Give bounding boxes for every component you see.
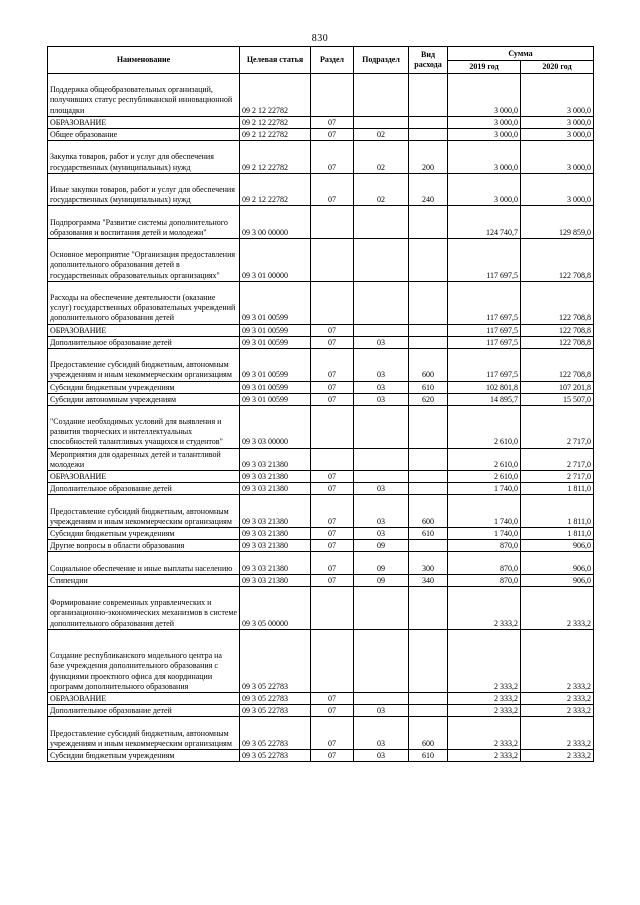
row-section: 07: [311, 705, 354, 717]
row-subsection: 09: [354, 540, 409, 552]
table-row: [48, 574, 594, 586]
row-amount-2020: 1 811,0: [521, 483, 594, 495]
table-row: [48, 206, 594, 239]
row-section: [311, 238, 354, 281]
header-2019: 2019 год: [448, 61, 521, 74]
row-expense-type: [409, 324, 448, 336]
header-target: Целевая статья: [240, 47, 311, 74]
row-target: 09 3 03 21380: [240, 448, 311, 470]
row-section: [311, 587, 354, 630]
row-subsection: [354, 587, 409, 630]
table-row: [48, 381, 594, 393]
row-name: Общее образование: [48, 128, 240, 140]
row-target: 09 3 00 00000: [240, 206, 311, 239]
row-amount-2020: 3 000,0: [521, 141, 594, 174]
row-name: ОБРАЗОВАНИЕ: [48, 471, 240, 483]
row-name: Предоставление субсидий бюджетным, автономным учреждениям и иным некоммерческим организациям: [48, 717, 240, 750]
row-subsection: 03: [354, 393, 409, 405]
table-row: [48, 116, 594, 128]
row-amount-2019: 870,0: [448, 552, 521, 574]
row-amount-2019: 2 610,0: [448, 448, 521, 470]
row-name: Субсидии бюджетным учреждениям: [48, 749, 240, 761]
row-subsection: 03: [354, 348, 409, 381]
row-name: Дополнительное образование детей: [48, 705, 240, 717]
row-subsection: [354, 206, 409, 239]
row-amount-2019: 2 333,2: [448, 629, 521, 692]
row-subsection: [354, 281, 409, 324]
row-target: 09 3 03 21380: [240, 574, 311, 586]
row-target: 09 3 03 00000: [240, 405, 311, 448]
row-name: Социальное обеспечение и иные выплаты населению: [48, 552, 240, 574]
row-subsection: 09: [354, 552, 409, 574]
row-amount-2019: 2 333,2: [448, 692, 521, 704]
row-name: "Создание необходимых условий для выявления и развития творческих и интеллектуальных способностей талантливых учащихся и студентов": [48, 405, 240, 448]
row-name: Дополнительное образование детей: [48, 483, 240, 495]
row-section: 07: [311, 381, 354, 393]
row-subsection: 02: [354, 141, 409, 174]
row-section: 07: [311, 749, 354, 761]
row-amount-2019: 117 697,5: [448, 348, 521, 381]
table-row: [48, 528, 594, 540]
row-target: 09 3 05 22783: [240, 692, 311, 704]
row-amount-2020: 2 333,2: [521, 629, 594, 692]
row-amount-2019: 117 697,5: [448, 238, 521, 281]
row-expense-type: [409, 128, 448, 140]
table-row: [48, 705, 594, 717]
row-name: Стипендии: [48, 574, 240, 586]
row-subsection: 03: [354, 381, 409, 393]
row-subsection: [354, 74, 409, 117]
table-row: [48, 141, 594, 174]
row-expense-type: 600: [409, 717, 448, 750]
row-expense-type: [409, 405, 448, 448]
row-amount-2020: 122 708,8: [521, 336, 594, 348]
row-amount-2020: 2 717,0: [521, 471, 594, 483]
row-amount-2019: 1 740,0: [448, 483, 521, 495]
row-amount-2020: 906,0: [521, 540, 594, 552]
row-name: Другие вопросы в области образования: [48, 540, 240, 552]
row-amount-2020: 2 333,2: [521, 587, 594, 630]
header-section: Раздел: [311, 47, 354, 74]
table-row: [48, 552, 594, 574]
row-section: 07: [311, 717, 354, 750]
row-expense-type: [409, 448, 448, 470]
row-section: 07: [311, 116, 354, 128]
row-section: 07: [311, 552, 354, 574]
row-section: 07: [311, 141, 354, 174]
row-amount-2020: 3 000,0: [521, 173, 594, 206]
table-row: [48, 336, 594, 348]
row-target: 09 3 05 22783: [240, 717, 311, 750]
row-target: 09 3 03 21380: [240, 540, 311, 552]
row-section: [311, 206, 354, 239]
row-section: 07: [311, 692, 354, 704]
row-expense-type: 620: [409, 393, 448, 405]
row-amount-2019: 117 697,5: [448, 324, 521, 336]
row-target: 09 3 01 00599: [240, 393, 311, 405]
row-amount-2019: 1 740,0: [448, 495, 521, 528]
row-expense-type: [409, 483, 448, 495]
row-section: 07: [311, 128, 354, 140]
row-subsection: [354, 692, 409, 704]
row-amount-2019: 2 610,0: [448, 405, 521, 448]
row-target: 09 3 01 00599: [240, 336, 311, 348]
row-subsection: [354, 238, 409, 281]
row-name: Поддержка общеобразовательных организаций, получивших статус республиканской инновационной площадки: [48, 74, 240, 117]
row-subsection: 02: [354, 128, 409, 140]
row-amount-2019: 3 000,0: [448, 128, 521, 140]
row-section: 07: [311, 393, 354, 405]
row-amount-2020: 122 708,8: [521, 348, 594, 381]
table-row: [48, 324, 594, 336]
row-subsection: 03: [354, 483, 409, 495]
row-expense-type: 610: [409, 749, 448, 761]
row-name: Предоставление субсидий бюджетным, автономным учреждениям и иным некоммерческим организациям: [48, 348, 240, 381]
row-amount-2019: 870,0: [448, 574, 521, 586]
row-subsection: [354, 448, 409, 470]
table-row: [48, 483, 594, 495]
table-row: [48, 717, 594, 750]
table-row: [48, 495, 594, 528]
row-target: 09 2 12 22782: [240, 173, 311, 206]
row-target: 09 2 12 22782: [240, 141, 311, 174]
row-subsection: [354, 471, 409, 483]
row-target: 09 2 12 22782: [240, 128, 311, 140]
row-amount-2020: 906,0: [521, 574, 594, 586]
row-amount-2020: 3 000,0: [521, 128, 594, 140]
row-target: 09 3 01 00599: [240, 281, 311, 324]
row-expense-type: [409, 692, 448, 704]
row-subsection: 02: [354, 173, 409, 206]
table-row: [48, 587, 594, 630]
row-subsection: 03: [354, 705, 409, 717]
row-amount-2019: 2 333,2: [448, 749, 521, 761]
table-row: [48, 471, 594, 483]
table-row: [48, 393, 594, 405]
row-target: 09 3 05 00000: [240, 587, 311, 630]
row-amount-2020: 2 717,0: [521, 405, 594, 448]
row-section: 07: [311, 348, 354, 381]
row-target: 09 2 12 22782: [240, 116, 311, 128]
table-row: [48, 692, 594, 704]
row-expense-type: 600: [409, 495, 448, 528]
row-amount-2019: 1 740,0: [448, 528, 521, 540]
row-amount-2019: 2 610,0: [448, 471, 521, 483]
row-amount-2019: 3 000,0: [448, 173, 521, 206]
header-sum: Сумма: [448, 47, 594, 61]
row-expense-type: 200: [409, 141, 448, 174]
row-target: 09 3 03 21380: [240, 528, 311, 540]
table-row: [48, 74, 594, 117]
row-expense-type: [409, 281, 448, 324]
row-name: Субсидии бюджетным учреждениям: [48, 381, 240, 393]
row-amount-2020: 2 333,2: [521, 705, 594, 717]
row-section: [311, 281, 354, 324]
row-target: 09 3 03 21380: [240, 471, 311, 483]
row-amount-2019: 14 895,7: [448, 393, 521, 405]
row-amount-2019: 3 000,0: [448, 74, 521, 117]
row-expense-type: [409, 629, 448, 692]
row-amount-2019: 2 333,2: [448, 587, 521, 630]
row-amount-2019: 117 697,5: [448, 281, 521, 324]
table-row: [48, 128, 594, 140]
row-section: [311, 74, 354, 117]
row-name: Субсидии бюджетным учреждениям: [48, 528, 240, 540]
table-row: [48, 749, 594, 761]
table-body: [48, 74, 594, 762]
row-section: 07: [311, 483, 354, 495]
row-expense-type: [409, 587, 448, 630]
table-header: [48, 47, 594, 74]
row-name: Иные закупки товаров, работ и услуг для обеспечения государственных (муниципальных) нужд: [48, 173, 240, 206]
row-name: Субсидии автономным учреждениям: [48, 393, 240, 405]
row-amount-2020: 2 333,2: [521, 749, 594, 761]
row-name: ОБРАЗОВАНИЕ: [48, 692, 240, 704]
row-section: [311, 405, 354, 448]
row-expense-type: [409, 336, 448, 348]
row-name: Основное мероприятие "Организация предоставления дополнительного образования детей в государственных образовательных организациях": [48, 238, 240, 281]
row-subsection: [354, 405, 409, 448]
row-section: 07: [311, 471, 354, 483]
row-expense-type: 610: [409, 381, 448, 393]
row-section: 07: [311, 336, 354, 348]
row-name: Предоставление субсидий бюджетным, автономным учреждениям и иным некоммерческим организациям: [48, 495, 240, 528]
row-amount-2020: 15 507,0: [521, 393, 594, 405]
row-target: 09 3 05 22783: [240, 705, 311, 717]
row-expense-type: 340: [409, 574, 448, 586]
row-amount-2019: 3 000,0: [448, 141, 521, 174]
row-target: 09 3 03 21380: [240, 483, 311, 495]
header-name: Наименование: [48, 47, 240, 74]
row-subsection: 03: [354, 528, 409, 540]
header-2020: 2020 год: [521, 61, 594, 74]
row-amount-2019: 102 801,8: [448, 381, 521, 393]
row-amount-2019: 3 000,0: [448, 116, 521, 128]
table-row: [48, 173, 594, 206]
row-subsection: 03: [354, 336, 409, 348]
row-amount-2020: 2 333,2: [521, 692, 594, 704]
row-subsection: [354, 116, 409, 128]
row-expense-type: 600: [409, 348, 448, 381]
row-amount-2019: 124 740,7: [448, 206, 521, 239]
row-section: 07: [311, 528, 354, 540]
row-target: 09 3 05 22783: [240, 749, 311, 761]
table-row: [48, 448, 594, 470]
row-section: 07: [311, 540, 354, 552]
row-subsection: [354, 629, 409, 692]
table-row: [48, 281, 594, 324]
row-expense-type: [409, 705, 448, 717]
row-target: 09 2 12 22782: [240, 74, 311, 117]
row-expense-type: [409, 471, 448, 483]
row-amount-2020: 107 201,8: [521, 381, 594, 393]
row-subsection: 03: [354, 717, 409, 750]
row-subsection: 09: [354, 574, 409, 586]
row-section: 07: [311, 324, 354, 336]
row-target: 09 3 05 22783: [240, 629, 311, 692]
table-row: [48, 238, 594, 281]
row-amount-2020: 1 811,0: [521, 528, 594, 540]
row-amount-2020: 2 333,2: [521, 717, 594, 750]
row-section: 07: [311, 173, 354, 206]
row-amount-2019: 870,0: [448, 540, 521, 552]
table-row: [48, 629, 594, 692]
row-name: Формирование современных управленческих и организационно-экономических механизмов в системе дополнительного образования детей: [48, 587, 240, 630]
row-amount-2020: 122 708,8: [521, 238, 594, 281]
row-amount-2020: 2 717,0: [521, 448, 594, 470]
row-amount-2019: 117 697,5: [448, 336, 521, 348]
row-expense-type: [409, 206, 448, 239]
table-row: [48, 540, 594, 552]
row-expense-type: 240: [409, 173, 448, 206]
row-expense-type: [409, 238, 448, 281]
row-expense-type: 300: [409, 552, 448, 574]
header-expense-type: Вид расхода: [409, 47, 448, 74]
row-amount-2020: 1 811,0: [521, 495, 594, 528]
header-subsection: Подраздел: [354, 47, 409, 74]
row-section: 07: [311, 574, 354, 586]
row-target: 09 3 01 00599: [240, 348, 311, 381]
row-subsection: [354, 324, 409, 336]
row-amount-2019: 2 333,2: [448, 705, 521, 717]
row-expense-type: 610: [409, 528, 448, 540]
row-amount-2020: 3 000,0: [521, 74, 594, 117]
row-subsection: 03: [354, 495, 409, 528]
row-section: [311, 448, 354, 470]
row-name: Мероприятия для одаренных детей и талантливой молодежи: [48, 448, 240, 470]
page-number: 830: [311, 33, 329, 44]
row-amount-2019: 2 333,2: [448, 717, 521, 750]
row-name: ОБРАЗОВАНИЕ: [48, 324, 240, 336]
row-target: 09 3 03 21380: [240, 495, 311, 528]
row-target: 09 3 01 00000: [240, 238, 311, 281]
row-target: 09 3 01 00599: [240, 324, 311, 336]
row-amount-2020: 122 708,8: [521, 324, 594, 336]
row-target: 09 3 01 00599: [240, 381, 311, 393]
row-section: [311, 629, 354, 692]
row-name: Создание республиканского модельного центра на базе учреждения дополнительного образования с функциями проектного офиса для координации программ дополнительного образования: [48, 629, 240, 692]
row-amount-2020: 906,0: [521, 552, 594, 574]
row-name: Закупка товаров, работ и услуг для обеспечения государственных (муниципальных) нужд: [48, 141, 240, 174]
row-subsection: 03: [354, 749, 409, 761]
row-name: Подпрограмма "Развитие системы дополнительного образования и воспитания детей и молодежи": [48, 206, 240, 239]
row-name: Расходы на обеспечение деятельности (оказание услуг) государственных образовательных учреждений дополнительного образования детей: [48, 281, 240, 324]
row-name: Дополнительное образование детей: [48, 336, 240, 348]
table-row: [48, 405, 594, 448]
budget-table: [47, 46, 594, 762]
row-expense-type: [409, 540, 448, 552]
row-expense-type: [409, 74, 448, 117]
table-row: [48, 348, 594, 381]
row-expense-type: [409, 116, 448, 128]
row-amount-2020: 122 708,8: [521, 281, 594, 324]
row-amount-2020: 129 859,0: [521, 206, 594, 239]
row-section: 07: [311, 495, 354, 528]
row-name: ОБРАЗОВАНИЕ: [48, 116, 240, 128]
row-target: 09 3 03 21380: [240, 552, 311, 574]
row-amount-2020: 3 000,0: [521, 116, 594, 128]
